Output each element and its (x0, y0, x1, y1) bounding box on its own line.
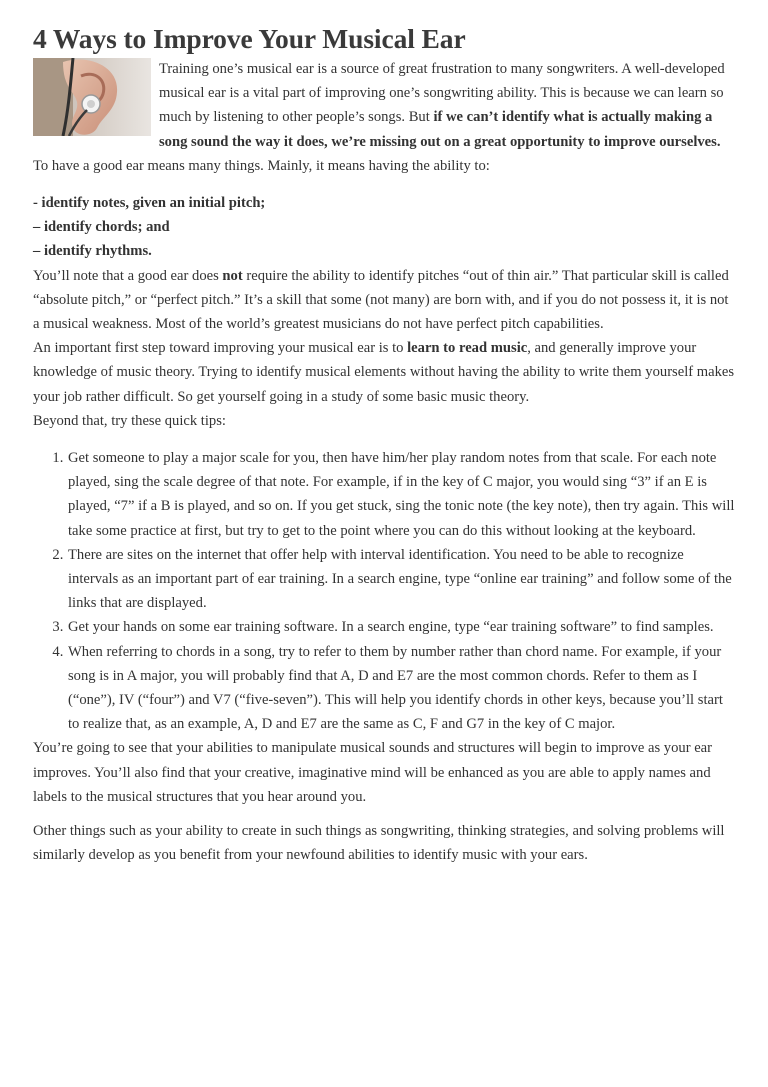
list-item: 4. When referring to chords in a song, try to refer to them by number rather than chord name. For example, if your song is in A major, you will probably find that A, D and E7 are the most common chords. Refer to them as I (“one”), IV (“four”) and V7 (“five-seven”). This will help you identify chords in other keys, because you’ll start to realize that, as an example, A, D and E7 are the same as C, F and G7 in the key of C major. (67, 640, 735, 737)
abilities-list (33, 191, 735, 264)
tips-list (33, 446, 735, 736)
list-item: 3. Get your hands on some ear training software. In a search engine, type “ear training software” to find samples. (67, 615, 735, 639)
page-title: 4 Ways to Improve Your Musical Ear (33, 23, 466, 54)
tips-intro: Beyond that, try these quick tips: (33, 412, 226, 429)
first-step-bold: learn to read music (407, 340, 528, 357)
first-step-after: , and generally improve your knowledge of music theory. Trying to identify musical elements without having the ability to write them yourself makes your job rather difficult. So get yourself going in a study of some basic music theory. (33, 340, 735, 405)
list-item: - identify notes, given an initial pitch; (33, 195, 266, 212)
list-item: – identify rhythms. (33, 243, 152, 260)
intro-bold: if we can’t identify what is actually making a song sound the way it does, we’re missing out on a great opportunity to improve ourselves. (159, 109, 721, 150)
first-step-before: An important first step toward improving your musical ear is to (33, 340, 408, 357)
first-step-paragraph (33, 336, 735, 409)
article (33, 20, 735, 868)
intro-text: Training one’s musical ear is a source of great frustration to many songwriters. A well-developed musical ear is a vital part of improving one’s songwriting ability. This is because we can learn so much by listening to other people’s songs. But (159, 61, 725, 126)
list-item: 2. There are sites on the internet that offer help with interval identification. You need to be able to recognize intervals as an important part of ear training. In a search engine, type “online ear training” and follow some of the links that are displayed. (67, 543, 735, 616)
list-item: – identify chords; and (33, 219, 170, 236)
ear-photo-art (33, 58, 151, 136)
closing-paragraph-2: Other things such as your ability to create in such things as songwriting, thinking strategies, and solving problems will similarly develop as you benefit from your newfound abilities to identify music with your ears. (33, 823, 725, 864)
note-after: require the ability to identify pitches “out of thin air.” That particular skill is called “absolute pitch,” or “perfect pitch.” It’s a skill that some (not many) are born with, and if you do not possess it, it is not a musical weakness. Most of the world’s greatest musicians do not have perfect pitch capabilities. (33, 267, 729, 333)
good-ear-paragraph: To have a good ear means many things. Mainly, it means having the ability to: (33, 157, 490, 174)
closing-paragraph-1: You’re going to see that your abilities to manipulate musical sounds and structures will begin to improve as your ear improves. You’ll also find that your creative, imaginative mind will be enhanced as you are able to apply names and labels to the musical structures that you hear around you. (33, 740, 713, 805)
ear-with-earphone-photo (33, 58, 151, 136)
note-before: You’ll note that a good ear does (33, 267, 223, 284)
perfect-pitch-paragraph (33, 264, 735, 337)
note-bold: not (222, 267, 243, 284)
list-item: 1. Get someone to play a major scale for you, then have him/her play random notes from that scale. For each note played, sing the scale degree of that note. For example, if in the key of C major, you would sing “3” if an E is played, “7” if a B is played, and so on. If you get stuck, sing the tonic note (the key note), then try again. This will take some practice at first, but try to get to the point where you can do this without looking at the keyboard. (67, 446, 735, 543)
